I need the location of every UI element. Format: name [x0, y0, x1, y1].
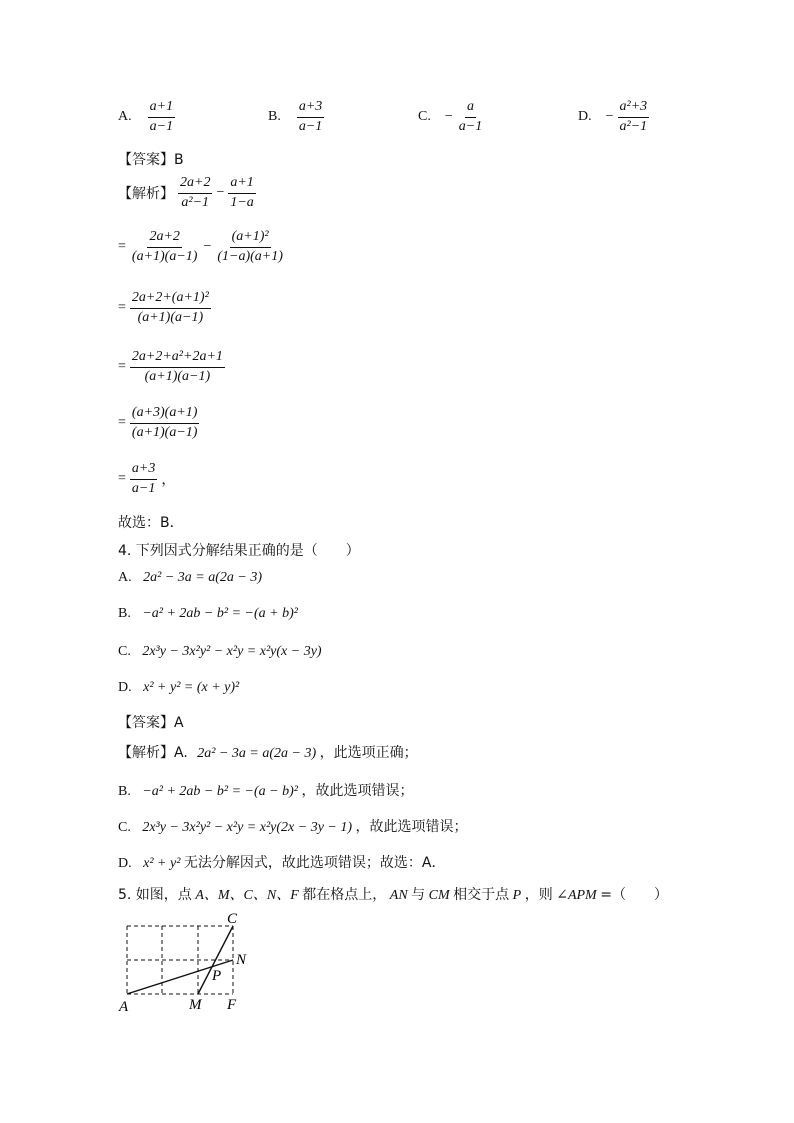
- numerator: a+3: [130, 462, 157, 480]
- option-math: 2a² − 3a = a(2a − 3): [143, 570, 262, 585]
- label-p: P: [212, 968, 222, 984]
- analysis-math: 2x³y − 3x²y² − x²y = x²y(2x − 3y − 1): [142, 820, 353, 835]
- numerator: (a+1)²: [230, 230, 271, 248]
- analysis-comment: ，故此选项错误；: [355, 819, 468, 835]
- denominator: (a+1)(a−1): [131, 248, 198, 264]
- option-label: B.: [118, 606, 131, 621]
- option-a: [118, 100, 175, 134]
- analysis-comment: ，故此选项错误；: [301, 783, 414, 799]
- point-p: P: [512, 888, 522, 903]
- point-list: A、M、C、N、F: [195, 888, 299, 903]
- fraction: [130, 230, 200, 264]
- analysis-math: x² + y²: [143, 856, 181, 871]
- option-sign: −: [605, 109, 614, 125]
- q4-analysis-a: [118, 742, 418, 762]
- q4-option-d: [118, 680, 239, 696]
- fraction: [297, 100, 324, 134]
- fraction: [130, 350, 225, 384]
- label-m: M: [189, 997, 202, 1013]
- denominator: a²−1: [181, 194, 210, 210]
- denominator: a−1: [458, 118, 483, 134]
- option-math: −a² + 2ab − b² = −(a + b)²: [142, 606, 298, 621]
- numerator: a+1: [148, 100, 175, 118]
- label-f: F: [227, 997, 237, 1013]
- denominator: a−1: [298, 118, 323, 134]
- analysis-comment: ，此选项正确；: [319, 745, 418, 761]
- comma: ，: [161, 472, 176, 489]
- fraction: [215, 230, 285, 264]
- q3-answer: 【答案】B: [118, 152, 184, 168]
- analysis-math: −a² + 2ab − b² = −(a − b)²: [142, 784, 298, 799]
- option-math: 2x³y − 3x²y² − x²y = x²y(x − 3y): [142, 644, 322, 659]
- denominator: a−1: [149, 118, 174, 134]
- q4-option-b: [118, 606, 298, 622]
- option-b: [268, 100, 324, 134]
- option-label: B.: [268, 109, 281, 125]
- numerator: 2a+2+(a+1)²: [130, 291, 211, 309]
- q3-step-2: = $\frac{\text{2a+2+(a+1)²}}{(a+1)(a-1)}$: [118, 290, 209, 325]
- option-label: A.: [118, 109, 132, 125]
- numerator: a+1: [228, 176, 255, 194]
- analysis-prefix: B.: [118, 784, 131, 799]
- q3-conclusion: 故选：B．: [118, 515, 184, 531]
- denominator: (1−a)(a+1): [217, 248, 283, 264]
- grid-figure: [115, 910, 265, 1020]
- analysis-math: 2a² − 3a = a(2a − 3): [197, 746, 317, 761]
- option-d: [578, 100, 649, 134]
- numerator: a²+3: [618, 100, 650, 118]
- option-label: C.: [118, 644, 131, 659]
- option-c: [418, 100, 484, 134]
- fraction: [178, 176, 212, 210]
- numerator: 2a+2+a²+2a+1: [130, 350, 225, 368]
- denominator: 1−a: [230, 194, 254, 210]
- denominator: (a+1)(a−1): [131, 424, 198, 440]
- q3-step-1: = $\frac{2a+2}{(a+1)(a-1)}$ − $\frac{\text{(a+1)²}}{(1-a)(a+1)}$: [118, 229, 283, 264]
- q4-option-a: [118, 570, 262, 586]
- q4-analysis-b: [118, 780, 413, 800]
- q4-option-c: [118, 644, 322, 660]
- analysis-prefix: C.: [118, 820, 131, 835]
- fraction: [148, 100, 175, 134]
- q4-answer: 【答案】A: [118, 715, 184, 731]
- fraction: [130, 291, 211, 325]
- denominator: (a+1)(a−1): [144, 368, 211, 384]
- q3-step-4: = $\frac{(a+3)(a+1)}{(a+1)(a-1)}$: [118, 405, 198, 440]
- fraction: [130, 406, 200, 440]
- q3-step-5: = $\frac{a+3}{a-1}$ ，: [118, 461, 176, 496]
- q3-analysis-expression: [118, 176, 256, 210]
- option-label: D.: [118, 680, 132, 695]
- fraction: [618, 100, 650, 134]
- analysis-prefix: D.: [118, 856, 132, 871]
- denominator: a−1: [131, 480, 156, 496]
- numerator: (a+3)(a+1): [130, 406, 200, 424]
- numerator: a+3: [297, 100, 324, 118]
- q4-analysis-d: [118, 852, 445, 872]
- option-label: A.: [118, 570, 132, 585]
- analysis-comment: 无法分解因式，故此选项错误；故选：A．: [183, 855, 446, 871]
- segment-an: AN: [389, 888, 408, 903]
- angle-apm: ∠APM: [556, 888, 597, 903]
- option-label: C.: [418, 109, 431, 125]
- option-label: D.: [578, 109, 592, 125]
- numerator: a: [465, 100, 476, 118]
- denominator: (a+1)(a−1): [137, 309, 204, 325]
- fraction: [457, 100, 484, 134]
- q4-stem: 4. 下列因式分解结果正确的是（ ）: [118, 543, 360, 559]
- option-math: x² + y² = (x + y)²: [143, 680, 240, 695]
- option-sign: −: [444, 109, 453, 125]
- label-c: C: [227, 911, 238, 927]
- q5-stem: 5. 如图，点 A、M、C、N、F 都在格点上， AN 与 CM 相交于点 P ，则 ∠APM =（ ）: [118, 887, 668, 903]
- label-a: A: [119, 999, 129, 1015]
- label-n: N: [236, 952, 247, 968]
- q4-analysis-c: [118, 816, 468, 836]
- numerator: 2a+2: [178, 176, 212, 194]
- fraction: [228, 176, 255, 210]
- fraction: [130, 462, 157, 496]
- minus-sign: −: [216, 185, 225, 201]
- analysis-prefix: 【解析】A.: [118, 745, 188, 761]
- denominator: a²−1: [619, 118, 648, 134]
- q3-step-3: = $\frac{\text{2a+2+a²+2a+1}}{(a+1)(a-1)}$: [118, 349, 223, 384]
- numerator: 2a+2: [147, 230, 181, 248]
- segment-cm: CM: [428, 888, 450, 903]
- analysis-label: 【解析】: [118, 186, 174, 203]
